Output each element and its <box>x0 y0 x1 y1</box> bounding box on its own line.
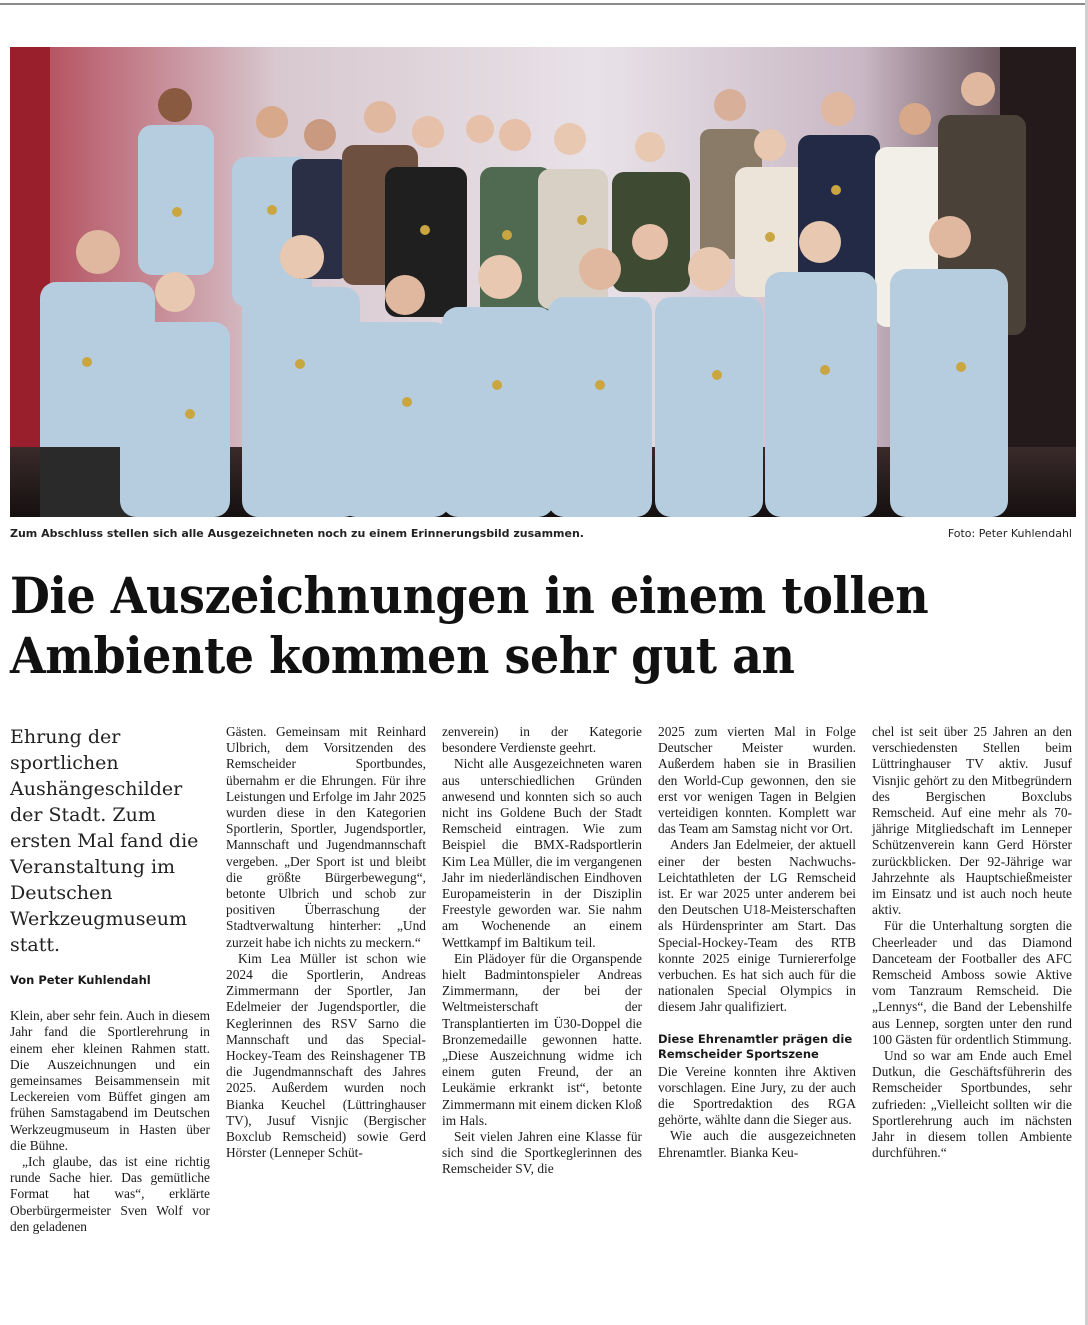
column-2 <box>226 724 426 1161</box>
caption-text: Zum Abschluss stellen sich alle Ausgezeichneten noch zu einem Erinnerungsbild zusammen. <box>10 527 584 540</box>
headline-line-2: Ambiente kommen sehr gut an <box>10 626 795 685</box>
col3-paragraph-4: Seit vielen Jahren eine Klasse für sich sind die Sportkeglerinnen des Remscheider SV, die <box>442 1129 642 1177</box>
group-photo-illustration <box>10 47 1076 517</box>
col4-paragraph-4: Wie auch die ausgezeichneten Ehrenamtler. Bianka Keu- <box>658 1128 856 1160</box>
col3-paragraph-2: Nicht alle Ausgezeichneten waren aus unterschiedlichen Gründen anwesend und konnten sich so auch nicht ins Goldene Buch der Stadt Remscheid eintragen. Wie zum Beispiel die BMX-Radsportlerin Kim Lea Müller, die im vergangenen Jahr im niederländischen Eindhoven Europameisterin in der Disziplin Freestyle geworden war. Sie nahm am Wochenende an einem Wettkampf im Baltikum teil. <box>442 756 642 950</box>
col4-paragraph-2: Anders Jan Edelmeier, der aktuell einer der besten Nachwuchs-Leichtathleten der LG Remscheid ist. Er war 2025 unter anderem bei den Deutschen U18-Meisterschaften als Hürdensprinter am Start. Das Special-Hockey-Team des RTB konnte 2025 einige Turniererfolge verbuchen. Es hat sich auch für die nationalen Special Olympics in diesem Jahr qualifiziert. <box>658 837 856 1015</box>
top-rule <box>0 3 1088 5</box>
photo-caption <box>10 527 1076 545</box>
column-3 <box>442 724 642 1178</box>
col5-paragraph-3: Und so war am Ende auch Emel Dutkun, die Geschäftsführerin des Remscheider Sportbundes, sehr zufrieden: „Vielleicht sollten wir die Sportlerehrung auch im nächsten Jahr in diesem tollen Ambiente durchführen.“ <box>872 1048 1072 1161</box>
col1-paragraph-2: „Ich glaube, das ist eine richtig runde Sache hier. Das gemütliche Format hat was“, erklärte Oberbürgermeister Sven Wolf vor den geladenen <box>10 1154 210 1234</box>
col5-paragraph-2: Für die Unterhaltung sorgten die Cheerleader und das Diamond Danceteam der Footballer des AFC Remscheid Amboss sowie Aktive vom Tanzraum Remscheid. Die „Lennys“, die Band der Lebenshilfe aus Lennep, sorgten unter den rund 100 Gästen für ordentlich Stimmung. <box>872 918 1072 1047</box>
byline: Von Peter Kuhlendahl <box>10 973 151 987</box>
col1-paragraph-1: Klein, aber sehr fein. Auch in diesem Jahr fand die Sportlerehrung in einem eher kleinen Rahmen statt. Die Auszeichnungen und ein gemeinsames Beisammensein mit Leckereien vom Büffet gingen am frühen Samstagabend im Deutschen Werkzeugmuseum in Hasten über die Bühne. <box>10 1008 210 1153</box>
group-photo <box>10 47 1076 517</box>
headline-line-1: Die Auszeichnungen in einem tollen <box>10 566 929 625</box>
column-5 <box>872 724 1072 1161</box>
col2-paragraph-2: Kim Lea Müller ist schon wie 2024 die Sportlerin, Andreas Zimmermann der Sportler, Jan Edelmeier der Jugendsportler, die Keglerinnen des RSV Sarno die Mannschaft und das Special-Hockey-Team des Reinshagener TB die Jugendmannschaft des Jahres 2025. Außerdem wurden noch Bianka Keuchel (Lüttringhauser TV), Jusuf Visnjic (Bergischer Boxclub Remscheid) sowie Gerd Hörster (Lenneper Schüt- <box>226 950 426 1161</box>
col4-paragraph-3: Die Vereine konnten ihre Aktiven vorschlagen. Eine Jury, zu der auch die Sportredaktion des RGA gehörte, wählte dann die Sieger aus. <box>658 1063 856 1128</box>
col4-paragraph-1: 2025 zum vierten Mal in Folge Deutscher Meister wurden. Außerdem haben sie in Brasilien den World-Cup gewonnen, den sie erst vor wenigen Tagen in Belgien verteidigen konnten. Komplett war das Team am Samstag nicht vor Ort. <box>658 724 856 837</box>
photo-credit: Foto: Peter Kuhlendahl <box>947 527 1072 540</box>
col3-paragraph-3: Ein Plädoyer für die Organspende hielt Badmintonspieler Andreas Zimmermann, der bei der Weltmeisterschaft der Transplantierten im Ü30-Doppel die Bronzemedaille gewonnen hatte. „Diese Auszeichnung widme ich einem guten Freund, der an Leukämie erkrankt ist“, betonte Zimmermann mit einem dicken Kloß im Hals. <box>442 950 642 1128</box>
column-1 <box>10 724 210 1235</box>
col3-paragraph-1: zenverein) in der Kategorie besondere Verdienste geehrt. <box>442 724 642 756</box>
col2-paragraph-1: Gästen. Gemeinsam mit Reinhard Ulbrich, dem Vorsitzenden des Remscheider Sportbundes, übernahm er die Ehrungen. Für ihre Leistungen und Erfolge im Jahr 2025 wurden diese in den Kategorien Sportlerin, Sportler, Jugendsportler, Mannschaft und Jugendmannschaft vergeben. „Der Sport ist und bleibt die größte Bürgerbewegung“, betonte Ulbrich und schob zur positiven Überraschung der Stadtverwaltung hinterher: „Und zurzeit habe ich nichts zu meckern.“ <box>226 724 426 950</box>
col5-paragraph-1: chel ist seit über 25 Jahren an den verschiedensten Stellen beim Lüttringhauser TV aktiv. Jusuf Visnjic gehört zu den Mitbegründern des Bergischen Boxclubs Remscheid. Auf eine mehr als 70-jährige Mitgliedschaft im Lenneper Schützenverein kann Gerd Hörster zurückblicken. Der 92-Jährige war Jahrzehnte als Hauptschießmeister im Einsatz und ist auch noch heute aktiv. <box>872 724 1072 918</box>
article-headline <box>10 566 994 686</box>
column-4 <box>658 724 856 1161</box>
teaser: Ehrung der sportlichen Aushängeschilder der Stadt. Zum ersten Mal fand die Veranstaltung im Deutschen Werkzeugmuseum statt. <box>10 726 199 956</box>
subheading: Diese Ehrenamtler prägen die Remscheider Sportszene <box>658 1031 853 1061</box>
